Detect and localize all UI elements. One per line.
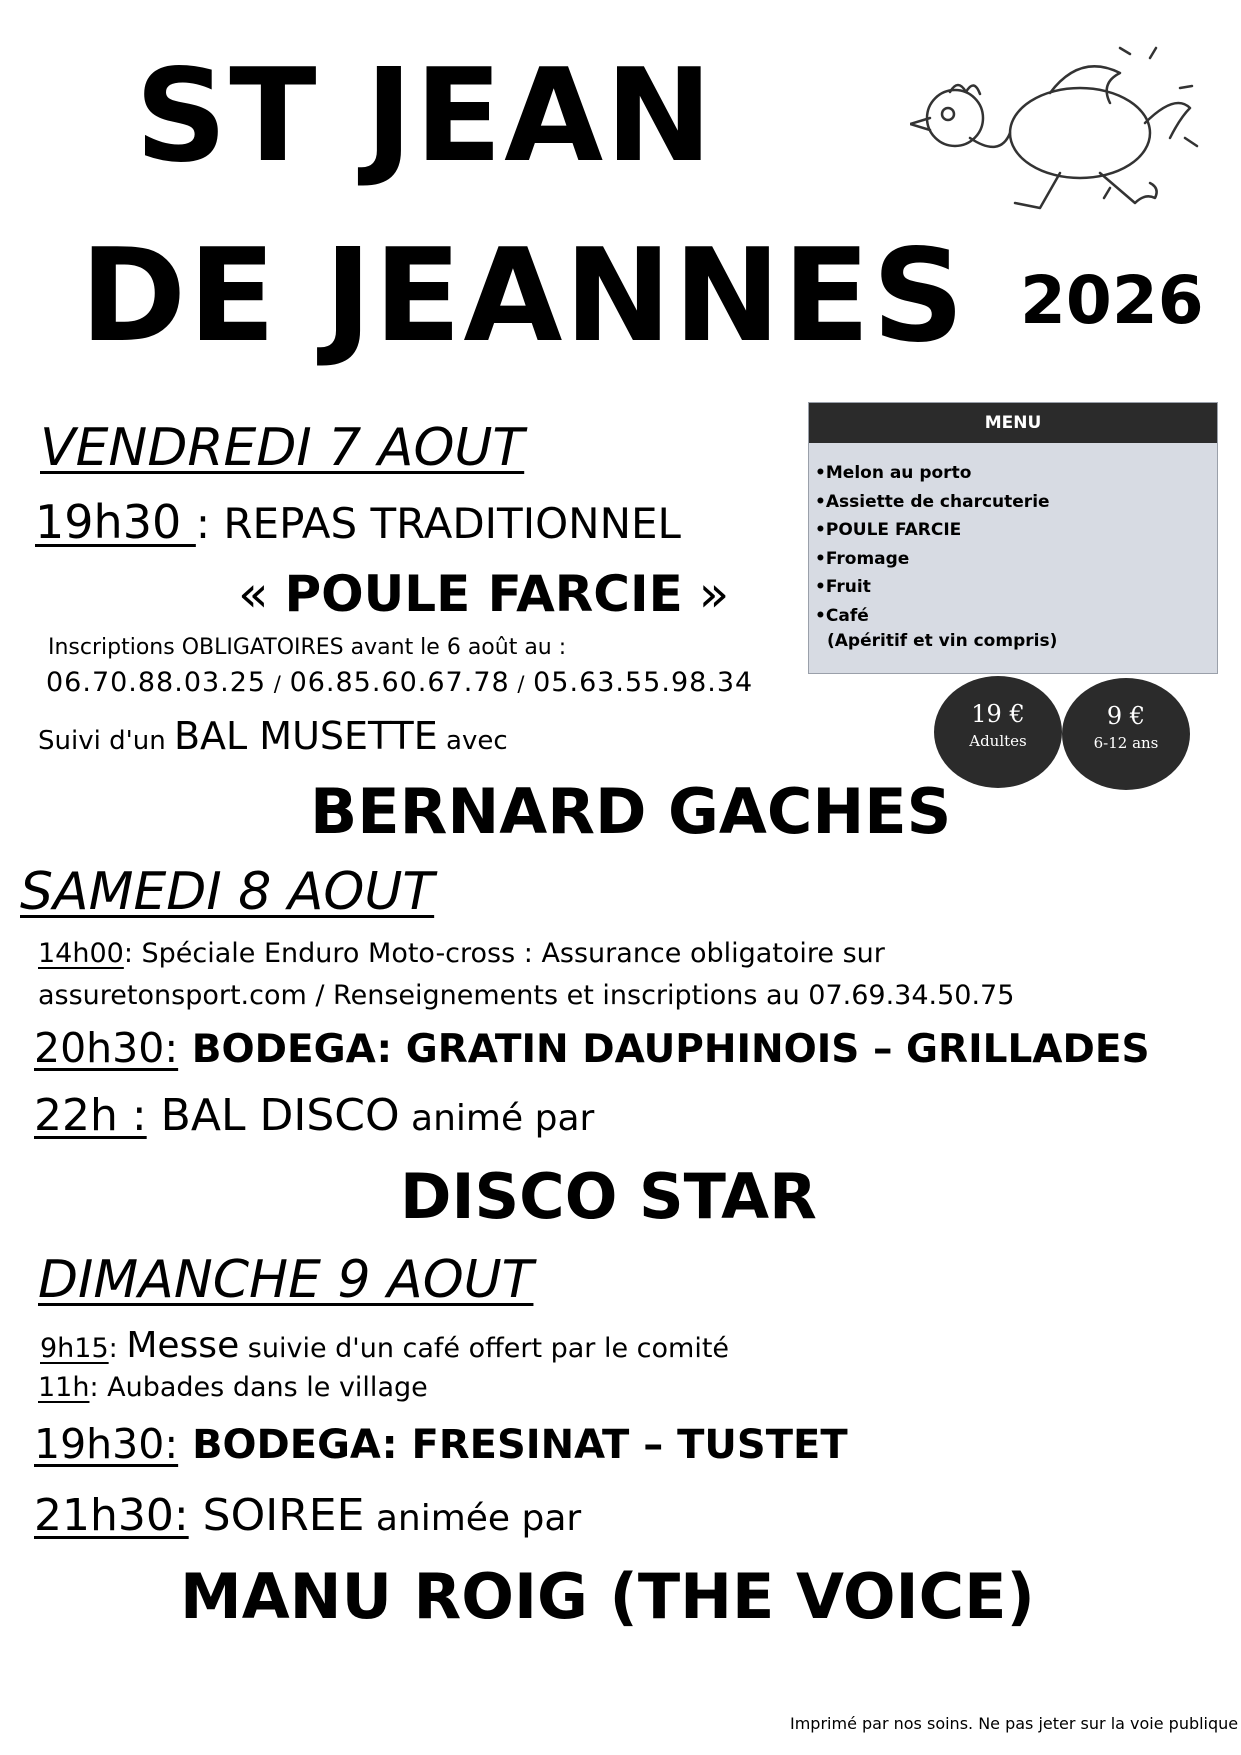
saturday-enduro-line: [38, 938, 885, 969]
friday-dish: [238, 565, 729, 623]
saturday-enduro-time: 14h00: [38, 938, 124, 969]
dish-name: POULE FARCIE: [284, 565, 683, 623]
title-line-1: ST JEAN: [135, 42, 715, 191]
menu-item: •POULE FARCIE: [815, 520, 962, 540]
sunday-mass-text: suivie d'un café offert par le comité: [239, 1333, 730, 1364]
friday-artist: BERNARD GACHES: [310, 775, 952, 848]
menu-item: •Café: [815, 605, 869, 626]
menu-item: •Assiette de charcuterie: [815, 491, 1050, 512]
sunday-soiree-text: SOIREE: [188, 1490, 365, 1541]
friday-bal-line: [38, 714, 508, 758]
phone-2: 06.85.60.67.78: [289, 667, 510, 698]
friday-heading: VENDREDI 7 AOUT: [40, 418, 525, 478]
sunday-artist: MANU ROIG (THE VOICE): [180, 1560, 1035, 1633]
phone-1: 06.70.88.03.25: [46, 667, 267, 698]
sunday-mass-line: [40, 1325, 729, 1366]
saturday-disco-line: [34, 1090, 594, 1141]
bal-musette: BAL MUSETTE: [173, 714, 438, 758]
title-line-2: DE JEANNES: [80, 222, 967, 371]
saturday-enduro-text: Spéciale Enduro Moto-cross : Assurance obligatoire sur: [141, 938, 885, 969]
menu-item: •Fromage: [815, 548, 910, 569]
friday-dinner-line: [35, 495, 681, 549]
price-adult-label: Adultes: [969, 732, 1027, 750]
sunday-heading: DIMANCHE 9 AOUT: [38, 1250, 534, 1310]
phone-3: 05.63.55.98.34: [533, 667, 754, 698]
sunday-bodega-line: [34, 1420, 848, 1468]
sunday-bodega-text: BODEGA: FRESINAT – TUSTET: [178, 1422, 848, 1468]
saturday-artist: DISCO STAR: [400, 1160, 817, 1233]
menu-item: •Melon au porto: [815, 463, 972, 483]
friday-dinner-time: 19h30: [35, 495, 196, 549]
price-badge-adult: [934, 676, 1062, 788]
registration-note: Inscriptions OBLIGATOIRES avant le 6 août au :: [48, 635, 567, 660]
sunday-mass-colon: :: [108, 1333, 127, 1364]
menu-note: (Apéritif et vin compris): [827, 631, 1058, 651]
friday-dinner-colon: :: [195, 499, 224, 548]
price-child-value: 9 €: [1106, 702, 1146, 730]
dish-close-quote: »: [682, 565, 730, 623]
phone-separator: /: [509, 672, 534, 696]
menu-list: [815, 459, 1050, 630]
footer-note: Imprimé par nos soins. Ne pas jeter sur la voie publique: [790, 1714, 1239, 1733]
saturday-enduro-info: assuretonsport.com / Renseignements et inscriptions au 07.69.34.50.75: [38, 980, 1015, 1011]
sunday-bodega-time: 19h30:: [34, 1420, 179, 1468]
menu-box: [808, 402, 1218, 674]
price-child-label: 6-12 ans: [1093, 734, 1159, 752]
bal-followed: Suivi d'un: [38, 726, 174, 756]
saturday-disco-by: animé par: [399, 1098, 595, 1139]
sunday-mass: Messe: [126, 1325, 240, 1366]
saturday-enduro-colon: :: [123, 938, 142, 969]
saturday-bodega-text: BODEGA: GRATIN DAUPHINOIS – GRILLADES: [178, 1027, 1150, 1072]
saturday-bodega-line: [34, 1024, 1150, 1072]
sunday-aubades-line: [38, 1372, 428, 1403]
price-adult-value: 19 €: [971, 700, 1025, 728]
price-badge-child: [1062, 678, 1190, 790]
friday-dinner-event: REPAS TRADITIONNEL: [223, 499, 681, 548]
year: 2026: [1020, 262, 1204, 339]
bal-with: avec: [437, 726, 508, 756]
sunday-soiree-line: [34, 1490, 581, 1541]
sunday-soiree-by: animée par: [364, 1498, 582, 1539]
sunday-soiree-time: 21h30:: [34, 1490, 189, 1541]
dish-open-quote: «: [238, 565, 285, 623]
saturday-disco-time: 22h :: [34, 1090, 147, 1141]
sunday-mass-time: 9h15: [40, 1333, 109, 1364]
saturday-heading: SAMEDI 8 AOUT: [20, 862, 435, 922]
sunday-aubades-time: 11h: [38, 1372, 90, 1403]
saturday-bodega-time: 20h30:: [34, 1024, 179, 1072]
saturday-disco-text: BAL DISCO: [146, 1090, 400, 1141]
sunday-aubades-text: : Aubades dans le village: [89, 1372, 428, 1403]
menu-title: MENU: [809, 403, 1217, 443]
phone-numbers: [46, 667, 753, 698]
running-chicken-illustration: [910, 38, 1210, 228]
menu-item: •Fruit: [815, 577, 871, 597]
phone-separator: /: [266, 672, 290, 696]
